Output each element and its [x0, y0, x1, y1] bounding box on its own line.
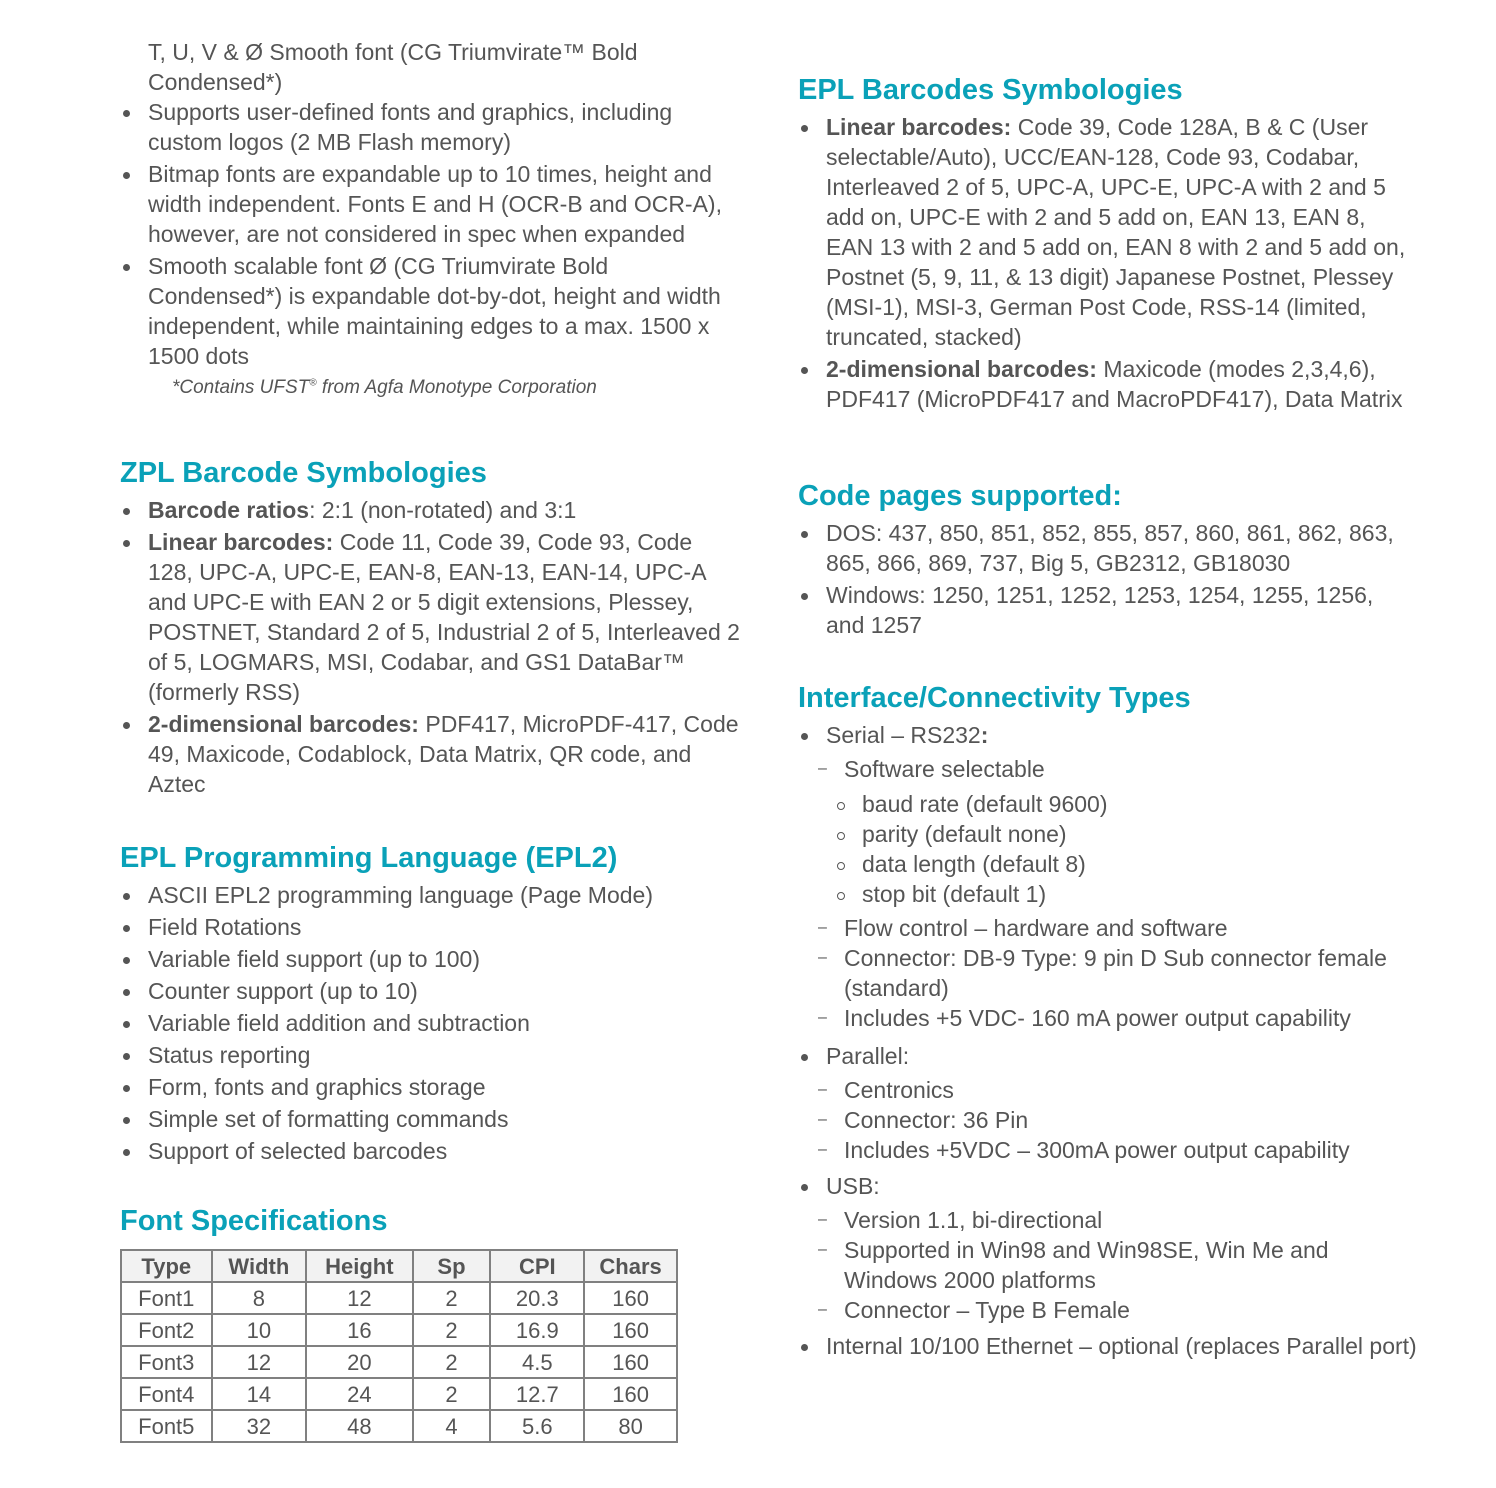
- list-item: Status reporting: [120, 1040, 740, 1070]
- table-cell: Font2: [121, 1314, 212, 1346]
- table-row: [121, 1314, 677, 1346]
- font-specs-body: [121, 1282, 677, 1442]
- item-label: Linear barcodes:: [826, 114, 1012, 140]
- table-cell: 2: [413, 1282, 491, 1314]
- registered-mark: ®: [309, 377, 317, 389]
- sub-item: – Connector: 36 Pin: [798, 1105, 1418, 1135]
- table-cell: 160: [584, 1378, 677, 1410]
- table-cell: 24: [306, 1378, 412, 1410]
- table-row: [121, 1282, 677, 1314]
- table-header-row: [121, 1250, 677, 1282]
- option-item: stop bit (default 1): [798, 879, 1418, 909]
- sub-item: – Centronics: [798, 1075, 1418, 1105]
- font-feature-continuation: T, U, V & Ø Smooth font (CG Triumvirate™ Bold Condensed*): [148, 39, 638, 95]
- table-cell: 32: [212, 1410, 307, 1442]
- sub-item: – Includes +5VDC – 300mA power output capability: [798, 1135, 1418, 1165]
- footnote: [120, 373, 740, 403]
- list-item: Variable field addition and subtraction: [120, 1008, 740, 1038]
- column-header: Type: [121, 1250, 212, 1282]
- sub-item: – Includes +5 VDC- 160 mA power output capability: [798, 1003, 1418, 1033]
- column-header: Chars: [584, 1250, 677, 1282]
- table-cell: 160: [584, 1346, 677, 1378]
- list-item: Field Rotations: [120, 912, 740, 942]
- sub-item: – Software selectable: [798, 754, 1418, 784]
- serial-label: Serial – RS232: [826, 722, 981, 748]
- item-text: : 2:1 (non-rotated) and 3:1: [309, 497, 577, 523]
- list-item: Windows: 1250, 1251, 1252, 1253, 1254, 1255, 1256, and 1257: [798, 580, 1418, 640]
- font-specs-table: [120, 1249, 678, 1443]
- list-item: [120, 527, 740, 707]
- list-item: [798, 354, 1418, 414]
- list-item-parallel: Parallel:: [798, 1041, 1418, 1071]
- table-cell: 16: [306, 1314, 412, 1346]
- option-item: baud rate (default 9600): [798, 789, 1418, 819]
- table-cell: Font3: [121, 1346, 212, 1378]
- serial-colon: :: [980, 722, 989, 748]
- list-item: Smooth scalable font Ø (CG Triumvirate Bold Condensed*) is expandable dot-by-dot, height and width independent, while maintaining edges to a max. 1500 x 1500 dots: [120, 251, 740, 371]
- table-cell: 12: [212, 1346, 307, 1378]
- table-row: [121, 1378, 677, 1410]
- code-pages-list: [798, 518, 1418, 640]
- epl-barcodes-section: [798, 112, 1418, 416]
- list-item: DOS: 437, 850, 851, 852, 855, 857, 860, 861, 862, 863, 865, 866, 869, 737, Big 5, GB2312, GB18030: [798, 518, 1418, 578]
- item-text: Maxicode (modes 2,3,4,6), PDF417 (MicroPDF417 and MacroPDF417), Data Matrix: [826, 356, 1403, 412]
- zpl-section: [120, 495, 740, 801]
- epl-language-heading: EPL Programming Language (EPL2): [120, 842, 618, 874]
- table-cell: Font4: [121, 1378, 212, 1410]
- epl-barcodes-list: [798, 112, 1418, 414]
- option-item: data length (default 8): [798, 849, 1418, 879]
- table-cell: 8: [212, 1282, 307, 1314]
- table-cell: 14: [212, 1378, 307, 1410]
- table-cell: Font1: [121, 1282, 212, 1314]
- sub-item: – Supported in Win98 and Win98SE, Win Me and Windows 2000 platforms: [798, 1235, 1418, 1295]
- item-label: Linear barcodes:: [148, 529, 334, 555]
- list-item: Form, fonts and graphics storage: [120, 1072, 740, 1102]
- table-cell: 5.6: [490, 1410, 584, 1442]
- list-item: Bitmap fonts are expandable up to 10 times, height and width independent. Fonts E and H (OCR-B and OCR-A), however, are not considered in spec when expanded: [120, 159, 740, 249]
- column-header: Height: [306, 1250, 412, 1282]
- table-cell: Font5: [121, 1410, 212, 1442]
- epl-barcodes-heading: EPL Barcodes Symbologies: [798, 74, 1183, 106]
- table-cell: 2: [413, 1314, 491, 1346]
- interface-section: [798, 720, 1418, 1363]
- sub-item: – Version 1.1, bi-directional: [798, 1205, 1418, 1235]
- list-item: ASCII EPL2 programming language (Page Mode): [120, 880, 740, 910]
- table-cell: 160: [584, 1314, 677, 1346]
- list-item: Support of selected barcodes: [120, 1136, 740, 1166]
- column-header: Width: [212, 1250, 307, 1282]
- footnote-text: *Contains UFST: [172, 377, 310, 398]
- table-cell: 10: [212, 1314, 307, 1346]
- sub-item: – Flow control – hardware and software: [798, 913, 1418, 943]
- interface-heading: Interface/Connectivity Types: [798, 682, 1191, 714]
- list-item: [120, 709, 740, 799]
- list-item: Simple set of formatting commands: [120, 1104, 740, 1134]
- column-header: CPI: [490, 1250, 584, 1282]
- zpl-heading: ZPL Barcode Symbologies: [120, 457, 487, 489]
- table-cell: 12: [306, 1282, 412, 1314]
- item-text: Code 11, Code 39, Code 93, Code 128, UPC-A, UPC-E, EAN-8, EAN-13, EAN-14, UPC-A and UPC-E with EAN 2 or 5 digit extensions, Plessey, POSTNET, Standard 2 of 5, Industrial 2 of 5, Interleaved 2 of 5, LOGMARS, MSI, Codabar, and GS1 DataBar™ (formerly RSS): [148, 529, 740, 705]
- footnote-text-end: from Agfa Monotype Corporation: [316, 377, 597, 398]
- table-cell: 80: [584, 1410, 677, 1442]
- list-item-usb: USB:: [798, 1171, 1418, 1201]
- list-item: [120, 495, 740, 525]
- table-cell: 20: [306, 1346, 412, 1378]
- table-cell: 160: [584, 1282, 677, 1314]
- epl-language-section: [120, 880, 740, 1168]
- table-row: [121, 1346, 677, 1378]
- item-text: PDF417, MicroPDF-417, Code 49, Maxicode, Codablock, Data Matrix, QR code, and Aztec: [148, 711, 739, 797]
- table-cell: 4.5: [490, 1346, 584, 1378]
- epl-language-list: [120, 880, 740, 1166]
- column-header: Sp: [413, 1250, 491, 1282]
- table-cell: 20.3: [490, 1282, 584, 1314]
- list-item-serial: [798, 720, 1418, 750]
- item-text: Code 39, Code 128A, B & C (User selectable/Auto), UCC/EAN-128, Code 93, Codabar, Interleaved 2 of 5, UPC-A, UPC-E, UPC-A with 2 and 5 add on, UPC-E with 2 and 5 add on, EAN 13, EAN 8, EAN 13 with 2 and 5 add on, EAN 8 with 2 and 5 add on, Postnet (5, 9, 11, & 13 digit) Japanese Postnet, Plessey (MSI-1), MSI-3, German Post Code, RSS-14 (limited, truncated, stacked): [826, 114, 1406, 350]
- table-cell: 48: [306, 1410, 412, 1442]
- font-features-list: [120, 97, 740, 371]
- zpl-list: [120, 495, 740, 799]
- sub-item: – Connector – Type B Female: [798, 1295, 1418, 1325]
- option-item: parity (default none): [798, 819, 1418, 849]
- list-item: Variable field support (up to 100): [120, 944, 740, 974]
- table-cell: 16.9: [490, 1314, 584, 1346]
- table-cell: 4: [413, 1410, 491, 1442]
- item-label: 2-dimensional barcodes:: [148, 711, 419, 737]
- list-item: Counter support (up to 10): [120, 976, 740, 1006]
- item-label: Barcode ratios: [148, 497, 310, 523]
- sub-item: – Connector: DB-9 Type: 9 pin D Sub connector female (standard): [798, 943, 1418, 1003]
- list-item: Supports user-defined fonts and graphics, including custom logos (2 MB Flash memory): [120, 97, 740, 157]
- code-pages-section: [798, 518, 1418, 642]
- code-pages-heading: Code pages supported:: [798, 480, 1122, 512]
- table-cell: 2: [413, 1378, 491, 1410]
- list-item: [798, 112, 1418, 352]
- table-cell: 2: [413, 1346, 491, 1378]
- font-features-section: [120, 37, 740, 403]
- interface-list: [798, 720, 1418, 1361]
- list-item-ethernet: Internal 10/100 Ethernet – optional (replaces Parallel port): [798, 1331, 1418, 1361]
- item-label: 2-dimensional barcodes:: [826, 356, 1097, 382]
- font-specs-heading: Font Specifications: [120, 1205, 388, 1237]
- table-cell: 12.7: [490, 1378, 584, 1410]
- table-row: [121, 1410, 677, 1442]
